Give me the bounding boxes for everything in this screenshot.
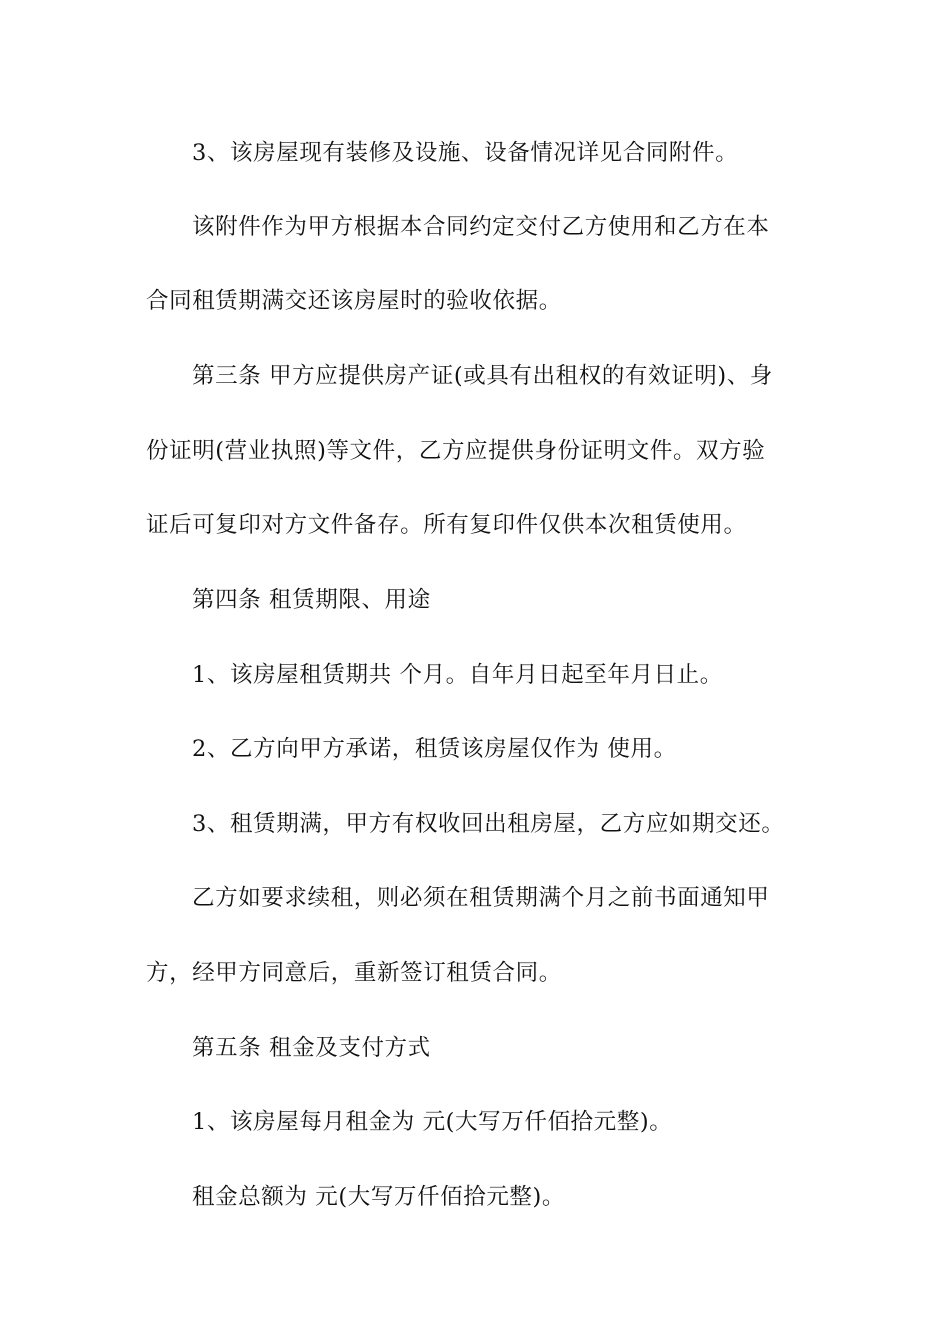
section-heading-4: 第四条 租赁期限、用途 bbox=[192, 587, 431, 613]
text-line-2: 该附件作为甲方根据本合同约定交付乙方使用和乙方在本 bbox=[192, 214, 770, 240]
text-line-15: 租金总额为 元(大写万仟佰拾元整)。 bbox=[192, 1184, 566, 1210]
text-line-10: 3、租赁期满，甲方有权收回出租房屋，乙方应如期交还。 bbox=[192, 811, 785, 837]
text-line-12: 方，经甲方同意后，重新签订租赁合同。 bbox=[146, 960, 562, 986]
text-line-11: 乙方如要求续租，则必须在租赁期满个月之前书面通知甲 bbox=[192, 885, 770, 911]
text-line-9: 2、乙方向甲方承诺，租赁该房屋仅作为 使用。 bbox=[192, 736, 677, 762]
text-line-5: 份证明(营业执照)等文件，乙方应提供身份证明文件。双方验 bbox=[146, 438, 766, 464]
text-line-14: 1、该房屋每月租金为 元(大写万仟佰拾元整)。 bbox=[192, 1109, 673, 1135]
text-line-6: 证后可复印对方文件备存。所有复印件仅供本次租赁使用。 bbox=[146, 512, 747, 538]
section-heading-5: 第五条 租金及支付方式 bbox=[192, 1035, 431, 1061]
text-line-3: 合同租赁期满交还该房屋时的验收依据。 bbox=[146, 288, 562, 314]
text-line-1: 3、该房屋现有装修及设施、设备情况详见合同附件。 bbox=[192, 140, 739, 166]
text-line-4: 第三条 甲方应提供房产证(或具有出租权的有效证明)、身 bbox=[192, 363, 773, 389]
text-line-8: 1、该房屋租赁期共 个月。自年月日起至年月日止。 bbox=[192, 662, 723, 688]
